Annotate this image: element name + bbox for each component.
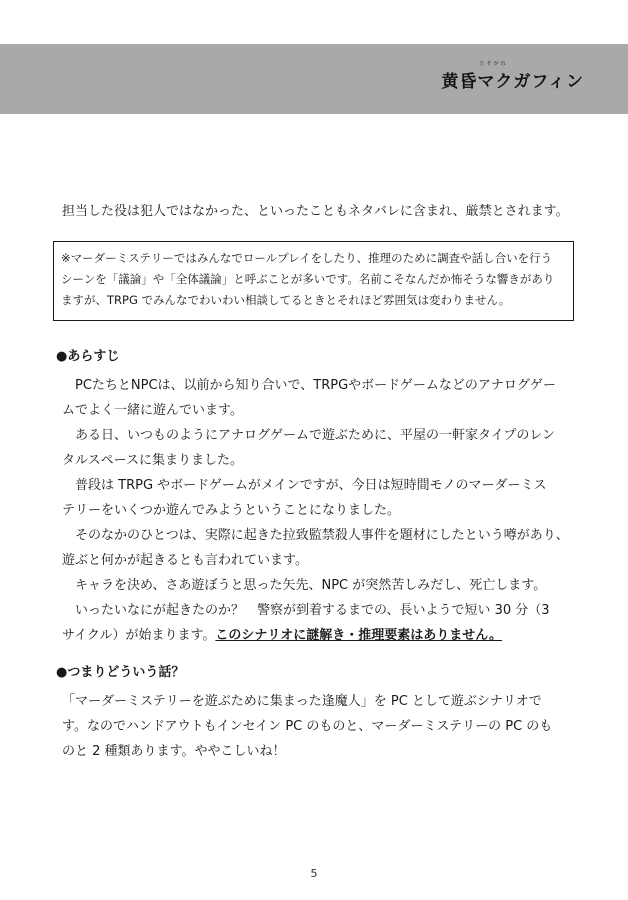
summary-line: のと 2 種類あります。ややこしいね！ [62,744,286,759]
summary-line: す。なのでハンドアウトもインセイン PC のものと、マーダーミステリーの PC のも [62,719,553,734]
note-line: ※マーダーミステリーではみんなでロールプレイをしたり、推理のために調査や話し合いを行う [61,251,553,265]
intro-paragraph: 担当した役は犯人ではなかった、といったこともネタバレに含まれ、厳禁とされます。 [62,204,569,219]
section-heading-synopsis: ●あらすじ [56,349,120,364]
synopsis-line: キャラを決め、さあ遊ぼうと思った矢先、NPC が突然苦しみだし、死亡します。 [62,578,547,593]
note-box [53,241,574,321]
header-band [0,44,628,114]
no-deduction-notice: このシナリオに謎解き・推理要素はありません。 [215,628,503,643]
synopsis-line: 普段は TRPG やボードゲームがメインですが、今日は短時間モノのマーダーミス [62,478,547,493]
synopsis-line: 遊ぶと何かが起きるとも言われています。 [62,553,308,568]
synopsis-line: ムでよく一緒に遊んでいます。 [62,403,243,418]
synopsis-line: ある日、いつものようにアナログゲームで遊ぶために、平屋の一軒家タイプのレン [62,428,556,443]
synopsis-line: タルスペースに集まりました。 [62,453,243,468]
synopsis-line: そのなかのひとつは、実際に起きた拉致監禁殺人事件を題材にしたという噂があり、 [62,528,569,543]
synopsis-line-prefix: サイクル）が始まります。 [62,628,216,643]
logo-ruby: たそがれ [479,61,508,67]
page-number: 5 [310,867,318,880]
note-line: ますが、TRPG でみんなでわいわい相談してるときとそれほど雰囲気は変わりません。 [61,293,511,307]
synopsis-line: PCたちとNPCは、以前から知り合いで、TRPGやボードゲームなどのアナログゲー [62,378,556,393]
logo-title: 黄昏マクガフィン [441,72,584,92]
note-line: シーンを「議論」や「全体議論」と呼ぶことが多いです。名前こそなんだか怖そうな響きがあり [61,272,555,286]
summary-line: 「マーダーミステリーを遊ぶために集まった逢魔人」を PC として遊ぶシナリオで [62,694,542,709]
section-heading-summary: ●つまりどういう話？ [56,665,185,680]
synopsis-line: テリーをいくつか遊んでみようということになりました。 [62,503,401,518]
synopsis-line: いったいなにが起きたのか？ 警察が到着するまでの、長いようで短い 30 分（3 [62,603,550,618]
synopsis-last-line [62,627,582,644]
brand-logo [441,60,584,92]
